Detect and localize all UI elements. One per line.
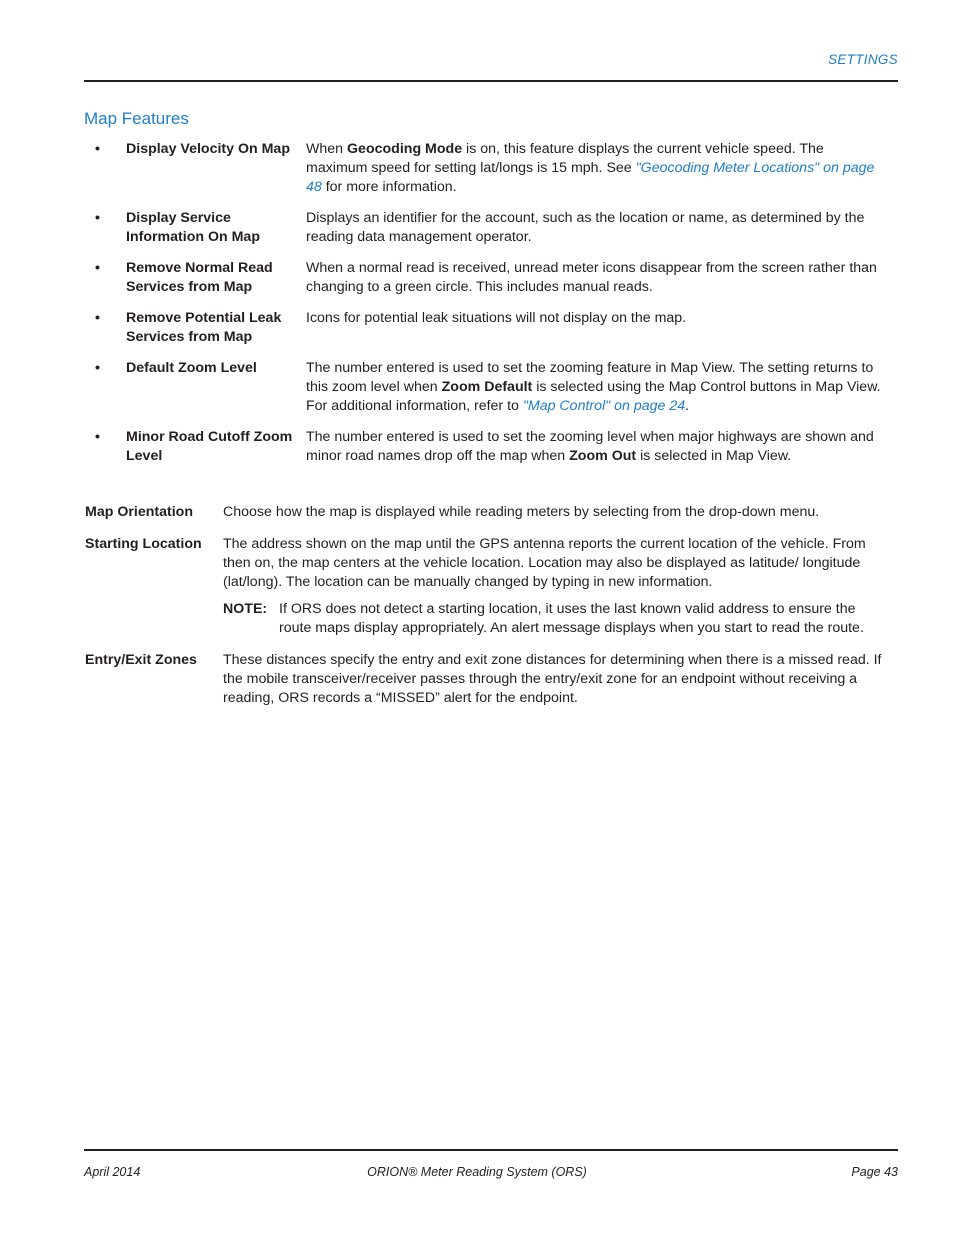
feature-item: [84, 309, 884, 347]
setting-description-block: [223, 651, 884, 708]
description-text: is selected in Map View.: [636, 448, 792, 464]
footer-date: April 2014: [84, 1165, 141, 1179]
feature-term: Remove Normal Read Services from Map: [126, 260, 273, 295]
setting-term: Map Orientation: [85, 504, 193, 520]
footer-product: ORION® Meter Reading System (ORS): [367, 1165, 587, 1179]
footer-rule: [84, 1149, 898, 1151]
footer-page-number: Page 43: [851, 1165, 898, 1179]
map-features-list: [84, 140, 884, 478]
bullet-icon: •: [95, 260, 100, 276]
setting-row: [84, 503, 884, 522]
setting-description: These distances specify the entry and exit zone distances for determining when there is a missed read. If the mobile transceiver/receiver passes through the entry/exit zone for an endpoint without receiving a reading, ORS records a “MISSED” alert for the endpoint.: [223, 652, 882, 706]
setting-description: Choose how the map is displayed while reading meters by selecting from the drop-down menu.: [223, 504, 820, 520]
note-text: If ORS does not detect a starting location, it uses the last known valid address to ensure the route maps display appropriately. An alert message displays when you start to read the route.: [279, 601, 864, 636]
feature-term: Display Service Information On Map: [126, 210, 260, 245]
cross-reference-link[interactable]: "Map Control" on page 24: [522, 398, 686, 414]
header-rule: [84, 80, 898, 82]
bullet-icon: •: [95, 210, 100, 226]
emphasis-text: Geocoding Mode: [347, 141, 463, 157]
emphasis-text: Zoom Out: [569, 448, 637, 464]
cross-reference-link[interactable]: "Geocoding Meter Locations" on page 48: [306, 160, 875, 195]
setting-row: [84, 535, 884, 638]
feature-description: [306, 309, 884, 347]
description-text: Displays an identifier for the account, such as the location or name, as determined by the reading data management operator.: [306, 210, 865, 245]
feature-term: Display Velocity On Map: [126, 141, 290, 157]
description-text: The number entered is used to set the zooming level when major highways are shown and minor road names drop off the map when: [306, 429, 874, 464]
description-text: When: [306, 141, 348, 157]
settings-definition-list: [84, 503, 884, 721]
feature-term: Minor Road Cutoff Zoom Level: [126, 429, 293, 464]
feature-item: [84, 259, 884, 297]
bullet-icon: •: [95, 429, 100, 445]
setting-term: Entry/Exit Zones: [85, 652, 197, 668]
bullet-icon: •: [95, 141, 100, 157]
feature-item: [84, 359, 884, 416]
setting-term: Starting Location: [85, 536, 202, 552]
feature-term: Remove Potential Leak Services from Map: [126, 310, 282, 345]
description-text: The number entered is used to set the zooming feature in Map View. The setting returns to this zoom level when: [306, 360, 874, 395]
note-label: NOTE:: [223, 601, 268, 617]
description-text: for more information.: [321, 179, 457, 195]
feature-item: [84, 209, 884, 247]
setting-description: The address shown on the map until the GPS antenna reports the current location of the vehicle. From then on, the map centers at the vehicle location. Location may also be displayed as latitude/ longitude (lat/long). The location can be manually changed by typing in new information.: [223, 536, 866, 590]
feature-description: [306, 259, 884, 297]
feature-item: [84, 140, 884, 197]
description-text: is selected using the Map Control buttons in Map View. For additional information, refer to: [306, 379, 881, 414]
emphasis-text: Zoom Default: [441, 379, 533, 395]
description-text: When a normal read is received, unread meter icons disappear from the screen rather than changing to a green circle. This includes manual reads.: [306, 260, 877, 295]
note-block: [223, 600, 884, 638]
setting-row: [84, 651, 884, 708]
feature-description: [306, 359, 884, 416]
description-text: is on, this feature displays the current vehicle speed. The maximum speed for setting lat/longs is 15 mph. See: [306, 141, 824, 176]
setting-description-block: [223, 535, 884, 638]
running-header-section: SETTINGS: [828, 52, 898, 67]
feature-description: [306, 209, 884, 247]
description-text: Icons for potential leak situations will not display on the map.: [306, 310, 687, 326]
bullet-icon: •: [95, 360, 100, 376]
feature-description: [306, 140, 884, 197]
feature-item: [84, 428, 884, 466]
description-text: .: [685, 398, 690, 414]
feature-description: [306, 428, 884, 466]
bullet-icon: •: [95, 310, 100, 326]
feature-term: Default Zoom Level: [126, 360, 257, 376]
section-title: Map Features: [84, 109, 189, 128]
setting-description-block: [223, 503, 884, 522]
